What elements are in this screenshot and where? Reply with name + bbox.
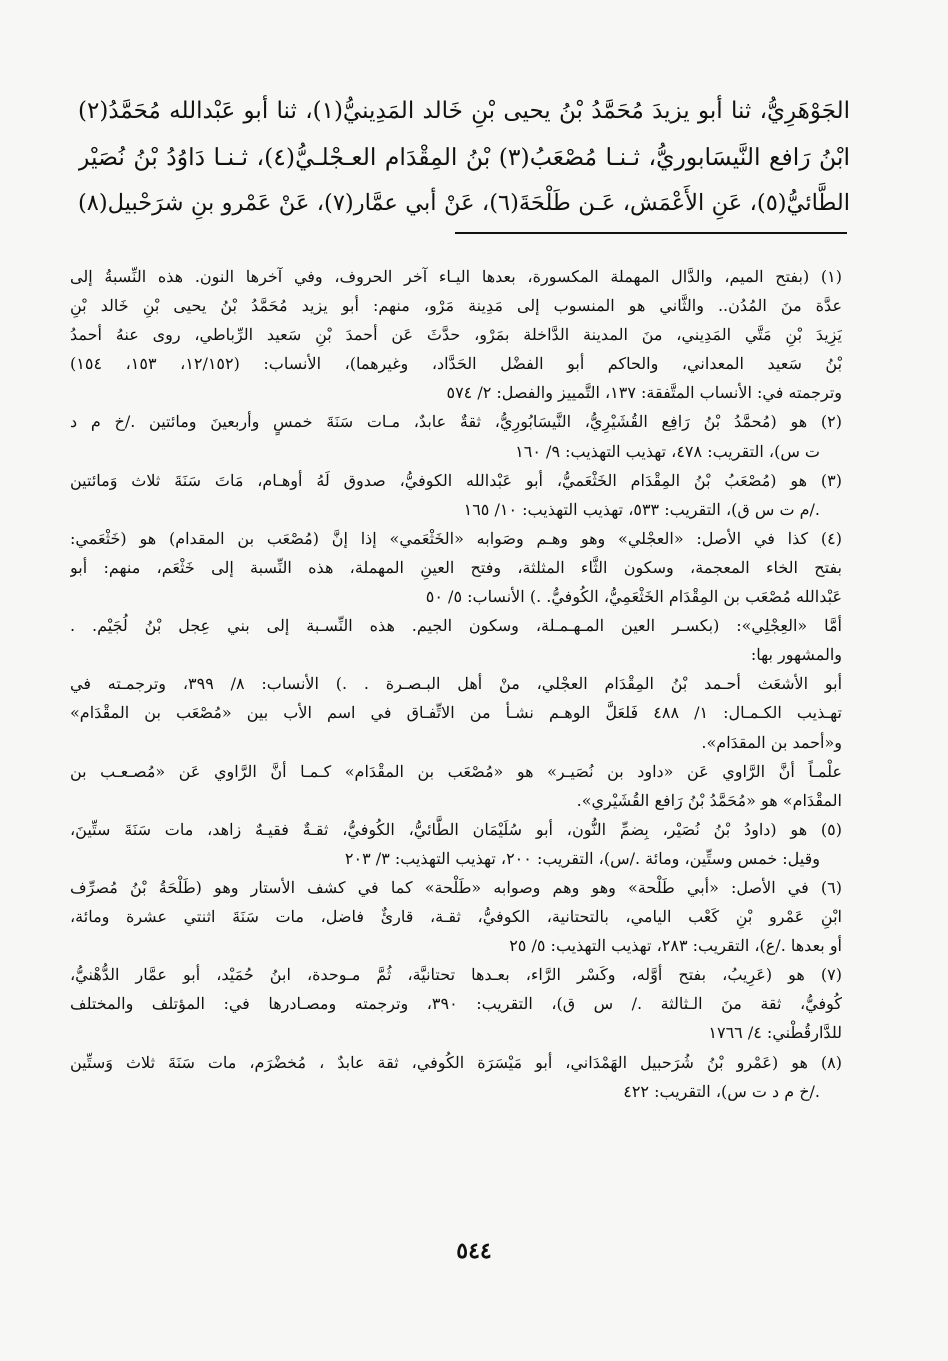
footnote-line: ت س)، التقريب: ٤٧٨، تهذيب التهذيب: ٩/ ١٦٠: [515, 441, 820, 461]
footnote-line: (٧) هو (عَرِيبُ، بفتح أوَّله، وكَسْر الرَّاء، بعـدها تحتانيَّة، ثُمَّ مـوحدة، ابنُ حُمَيْد، أبو عمَّار الدُّهْنيُّ،: [70, 965, 842, 985]
footnote-line: بْنُ سَعيد المعداني، والحاكم أبو الفضْل الحَدَّاد، وغيرهما)، الأنساب: (١٢/١٥٢، ١٥٣، ١٥٤): [70, 354, 842, 374]
main-text: [78, 88, 850, 226]
footnote-line: وقيل: خمس وستِّين، ومائة ./س)، التقريب: ٢٠٠، تهذيب التهذيب: ٣/ ٢٠٣: [344, 848, 820, 868]
footnote-line: تهـذيب الكـمـال: ١/ ٤٨٨ فَلعَلَّ الوهـم نشـأ من الاتِّفـاق في اسم الأب بين «مُصْعَب بن المقْدَام»: [70, 703, 842, 723]
footnote-line: أبو الأشعَث أحـمد بْنُ المِقْدَام العجْلي، منْ أهل البـصـرة . .) الأنساب: ٨/ ٣٩٩، وترجمـته في: [70, 674, 842, 694]
footnote-line: بفتح الخاء المعجمة، وسكون الثَّاء المثلثة، وفتح العينِ المهملة، هذه النِّسبة إلى خَثْعَم، منهم: أبو: [70, 557, 842, 577]
footnote-line: وترجمته في: الأنساب المتَّفقة: ١٣٧، التَّمييز والفصل: ٢/ ٥٧٤: [446, 383, 842, 403]
footnote-line: (١) (بفتح الميم، والدَّال المهملة المكسورة، بعدها اليـاء آخر الحروف، وفي آخرها النون. هذه النِّسبةُ إلى: [70, 267, 842, 286]
footnote-line: للدَّارقُطْني: ٤/ ١٧٦٦: [708, 1023, 842, 1043]
footnote-line: يَزِيدَ بْنِ مَتَّي المَدِيني، منَ المدينة الدَّاخلة بمَرْو، حدَّثَ عَن أحمدَ بْنِ سَعيد الرِّباطي، روى عنهُ أحمدُ: [70, 325, 842, 345]
footnote-line: (٨) هو (عَمْرو بْنُ شُرَحبيل الهَمْدَاني، أبو مَيْسَرَة الكُوفي، ثقة عابدٌ ، مُخضْرَم، مات سَنَةَ ثلاث وَستِّين: [70, 1052, 842, 1072]
footnote-line: المقْدَام» هو «مُحَمَّدُ بْنُ رَافع القُشَيْري».: [576, 790, 842, 810]
footnote-line: والمشهور بها:: [750, 645, 842, 665]
page-number: ٥٤٤: [456, 1238, 492, 1264]
footnote-line: كُوفيُّ، ثقة منَ الـثالثة ./ س ق)، التقريب: ٣٩٠، وترجمته ومصـادرها في: المؤتلف والمختلف: [70, 994, 842, 1014]
footnote-line: (٢) هو (مُحمَّدُ بْنُ رَافِع القُشَيْرِيُّ، النَّيسَابُورِيُّ، ثقةٌ عابدٌ، مـات سَنَةَ خمسٍ وأربعينَ ومائتين ./خ م د: [70, 412, 842, 432]
footnote-line: (٥) هو (داودُ بْنُ نُصَيْر، بِضمِّ النُّون، أبو سُلَيْمَان الطَّائيُّ، الكُوفيُّ، ثقـةٌ فقيـهٌ زاهد، مات سَنَةَ ستِّينَ،: [70, 819, 842, 839]
footnote-line: عَبْدالله مُصْعَب بن المِقْدَام الخَثْعَمِيُّ، الكُوفيُّ. .) الأنساب: ٥/ ٥٠: [425, 587, 842, 607]
footnote-line: ./خ م د ت س)، التقريب: ٤٢٢: [623, 1081, 820, 1101]
footnote-line: أمَّا «العِجْلِي»: (بكسـر العين المـهـمـلة، وسكون الجيم. هذه النِّسـبة إلى بني عِجل بْنُ لُجَيْم. .: [70, 616, 842, 636]
footnote-line: (٦) في الأصل: «أبي طَلْحة» وهو وهم وصوابه «طَلْحة» كما في كشف الأستار وهو (طَلْحَةُ بْنُ مُصرِّف: [70, 877, 842, 897]
footnote-line: ابْنِ عَمْرو بْنِ كَعْب اليامي، بالتحتانية، الكوفيُّ، ثقـة، قارئٌ فاضل، مات سَنَةَ اثنتي عشرة ومائة،: [70, 907, 842, 927]
footnote-line: ./م ت س ق)، التقريب: ٥٣٣، تهذيب التهذيب: ١٠/ ١٦٥: [463, 499, 820, 519]
footnote-line: و«أحمد بن المقدَام».: [701, 732, 842, 752]
footnote-line: عدَّة منَ المُدُن.. والثَّاني هو المنسوب إلى مَدِينة مَرْو، منهم: أبو يزيد مُحَمَّدُ بْنُ يحيى بْنِ خَالد بْنِ: [70, 296, 842, 316]
main-text-line: الجَوْهَرِيُّ، ثنا أبو يزيدَ مُحَمَّدُ بْنُ يحيى بْنِ خَالد المَدِينيُّ(١)، ثنا أبو عَبْدالله مُحَمَّدُ(٢): [78, 98, 850, 124]
footnote-line: (٤) كذا في الأصل: «العجْلي» وهو وهـم وصَوابه «الخَثْعَمي» إذا إنَّ (مُصْعَب بن المقدام) هو (خَثْعَمي:: [70, 528, 842, 548]
footnote-line: (٣) هو (مُصْعَبُ بْنُ المِقْدَام الخَثْعَميُّ، أبو عَبْدالله الكوفيُّ، صدوق لَهُ أوهـام، مَاتَ سَنَةَ ثلاث وَمائتين: [70, 470, 842, 490]
footnote-line: علْمـاً أنَّ الرَّاوي عَن «داود بن نُصَيـر» هو «مُصْعَب بن المقْدَام» كـمـا أنَّ الرَّاوي عَن «مُصـعـب بن: [70, 761, 842, 781]
main-text-line: الطَّائيُّ(٥)، عَنِ الأَعْمَش، عَـن طَلْحَةَ(٦)، عَنْ أبي عمَّار(٧)، عَنْ عَمْرو بنِ شرَحْبيل(٨): [78, 190, 850, 216]
footnote-line: أو بعدها ./ع)، التقريب: ٢٨٣، تهذيب التهذيب: ٥/ ٢٥: [509, 936, 842, 956]
footnotes: [70, 262, 842, 1106]
main-text-line: ابْنُ رَافع النَّيسَابوريُّ، ثـنـا مُصْعَبُ(٣) بْنُ المِقْدَام العـجْلـيُّ(٤)، ثـنـا دَاوُدُ بْنُ نُصَيْر: [78, 143, 850, 171]
footnote-divider: [455, 232, 847, 234]
